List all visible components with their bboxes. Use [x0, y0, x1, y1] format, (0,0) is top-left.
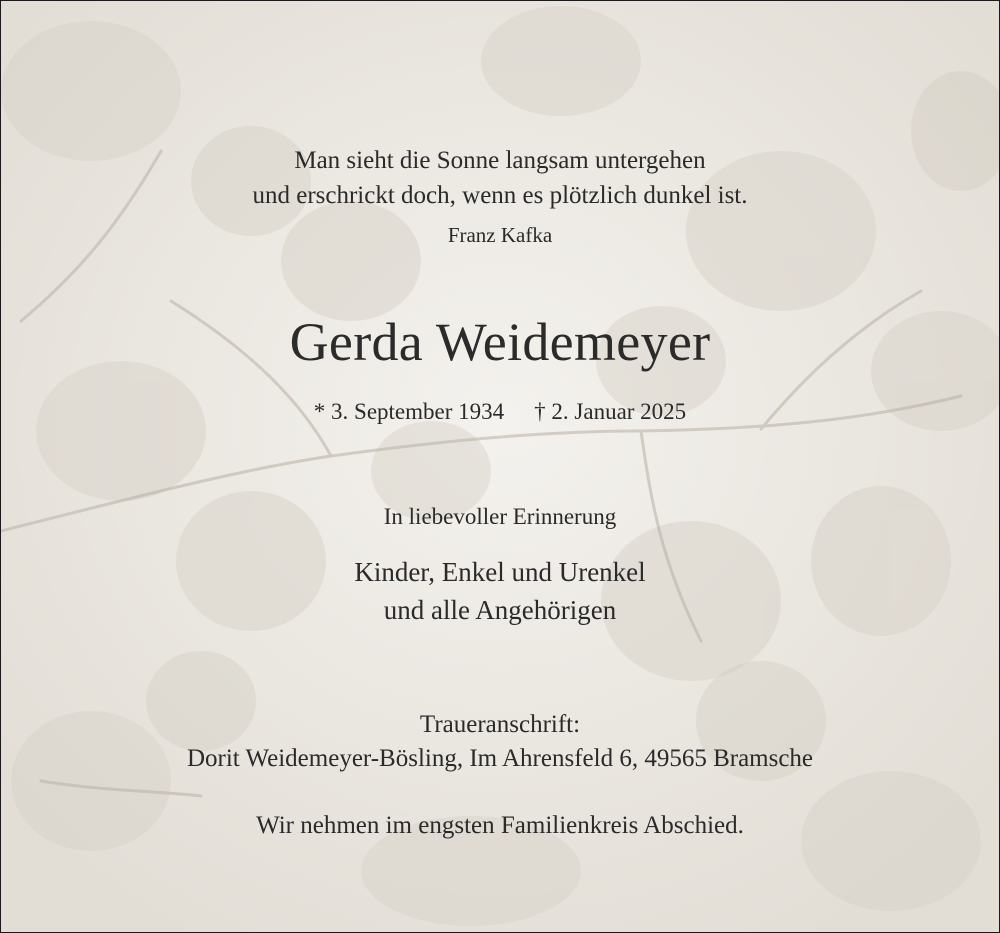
notice-text — [1, 1, 999, 932]
quote-author: Franz Kafka — [447, 223, 553, 247]
farewell-line: Wir nehmen im engsten Familienkreis Abschied. — [256, 812, 744, 839]
life-dates — [1, 399, 999, 425]
address-value: Dorit Weidemeyer-Bösling, Im Ahrensfeld 6, 49565 Bramsche — [186, 745, 814, 772]
quote-line-2: und erschrickt doch, wenn es plötzlich dunkel ist. — [252, 182, 748, 209]
quote-line-1: Man sieht die Sonne langsam untergehen — [294, 147, 706, 174]
deceased-name: Gerda Weidemeyer — [289, 312, 711, 372]
mourners-line-1: Kinder, Enkel und Urenkel — [354, 557, 646, 587]
address-label: Traueranschrift: — [419, 711, 581, 738]
remembrance-line: In liebevoller Erinnerung — [383, 504, 617, 529]
birth-date: * 3. September 1934 — [313, 399, 505, 424]
death-date: † 2. Januar 2025 — [534, 399, 687, 424]
mourners-line-2: und alle Angehörigen — [383, 595, 617, 625]
